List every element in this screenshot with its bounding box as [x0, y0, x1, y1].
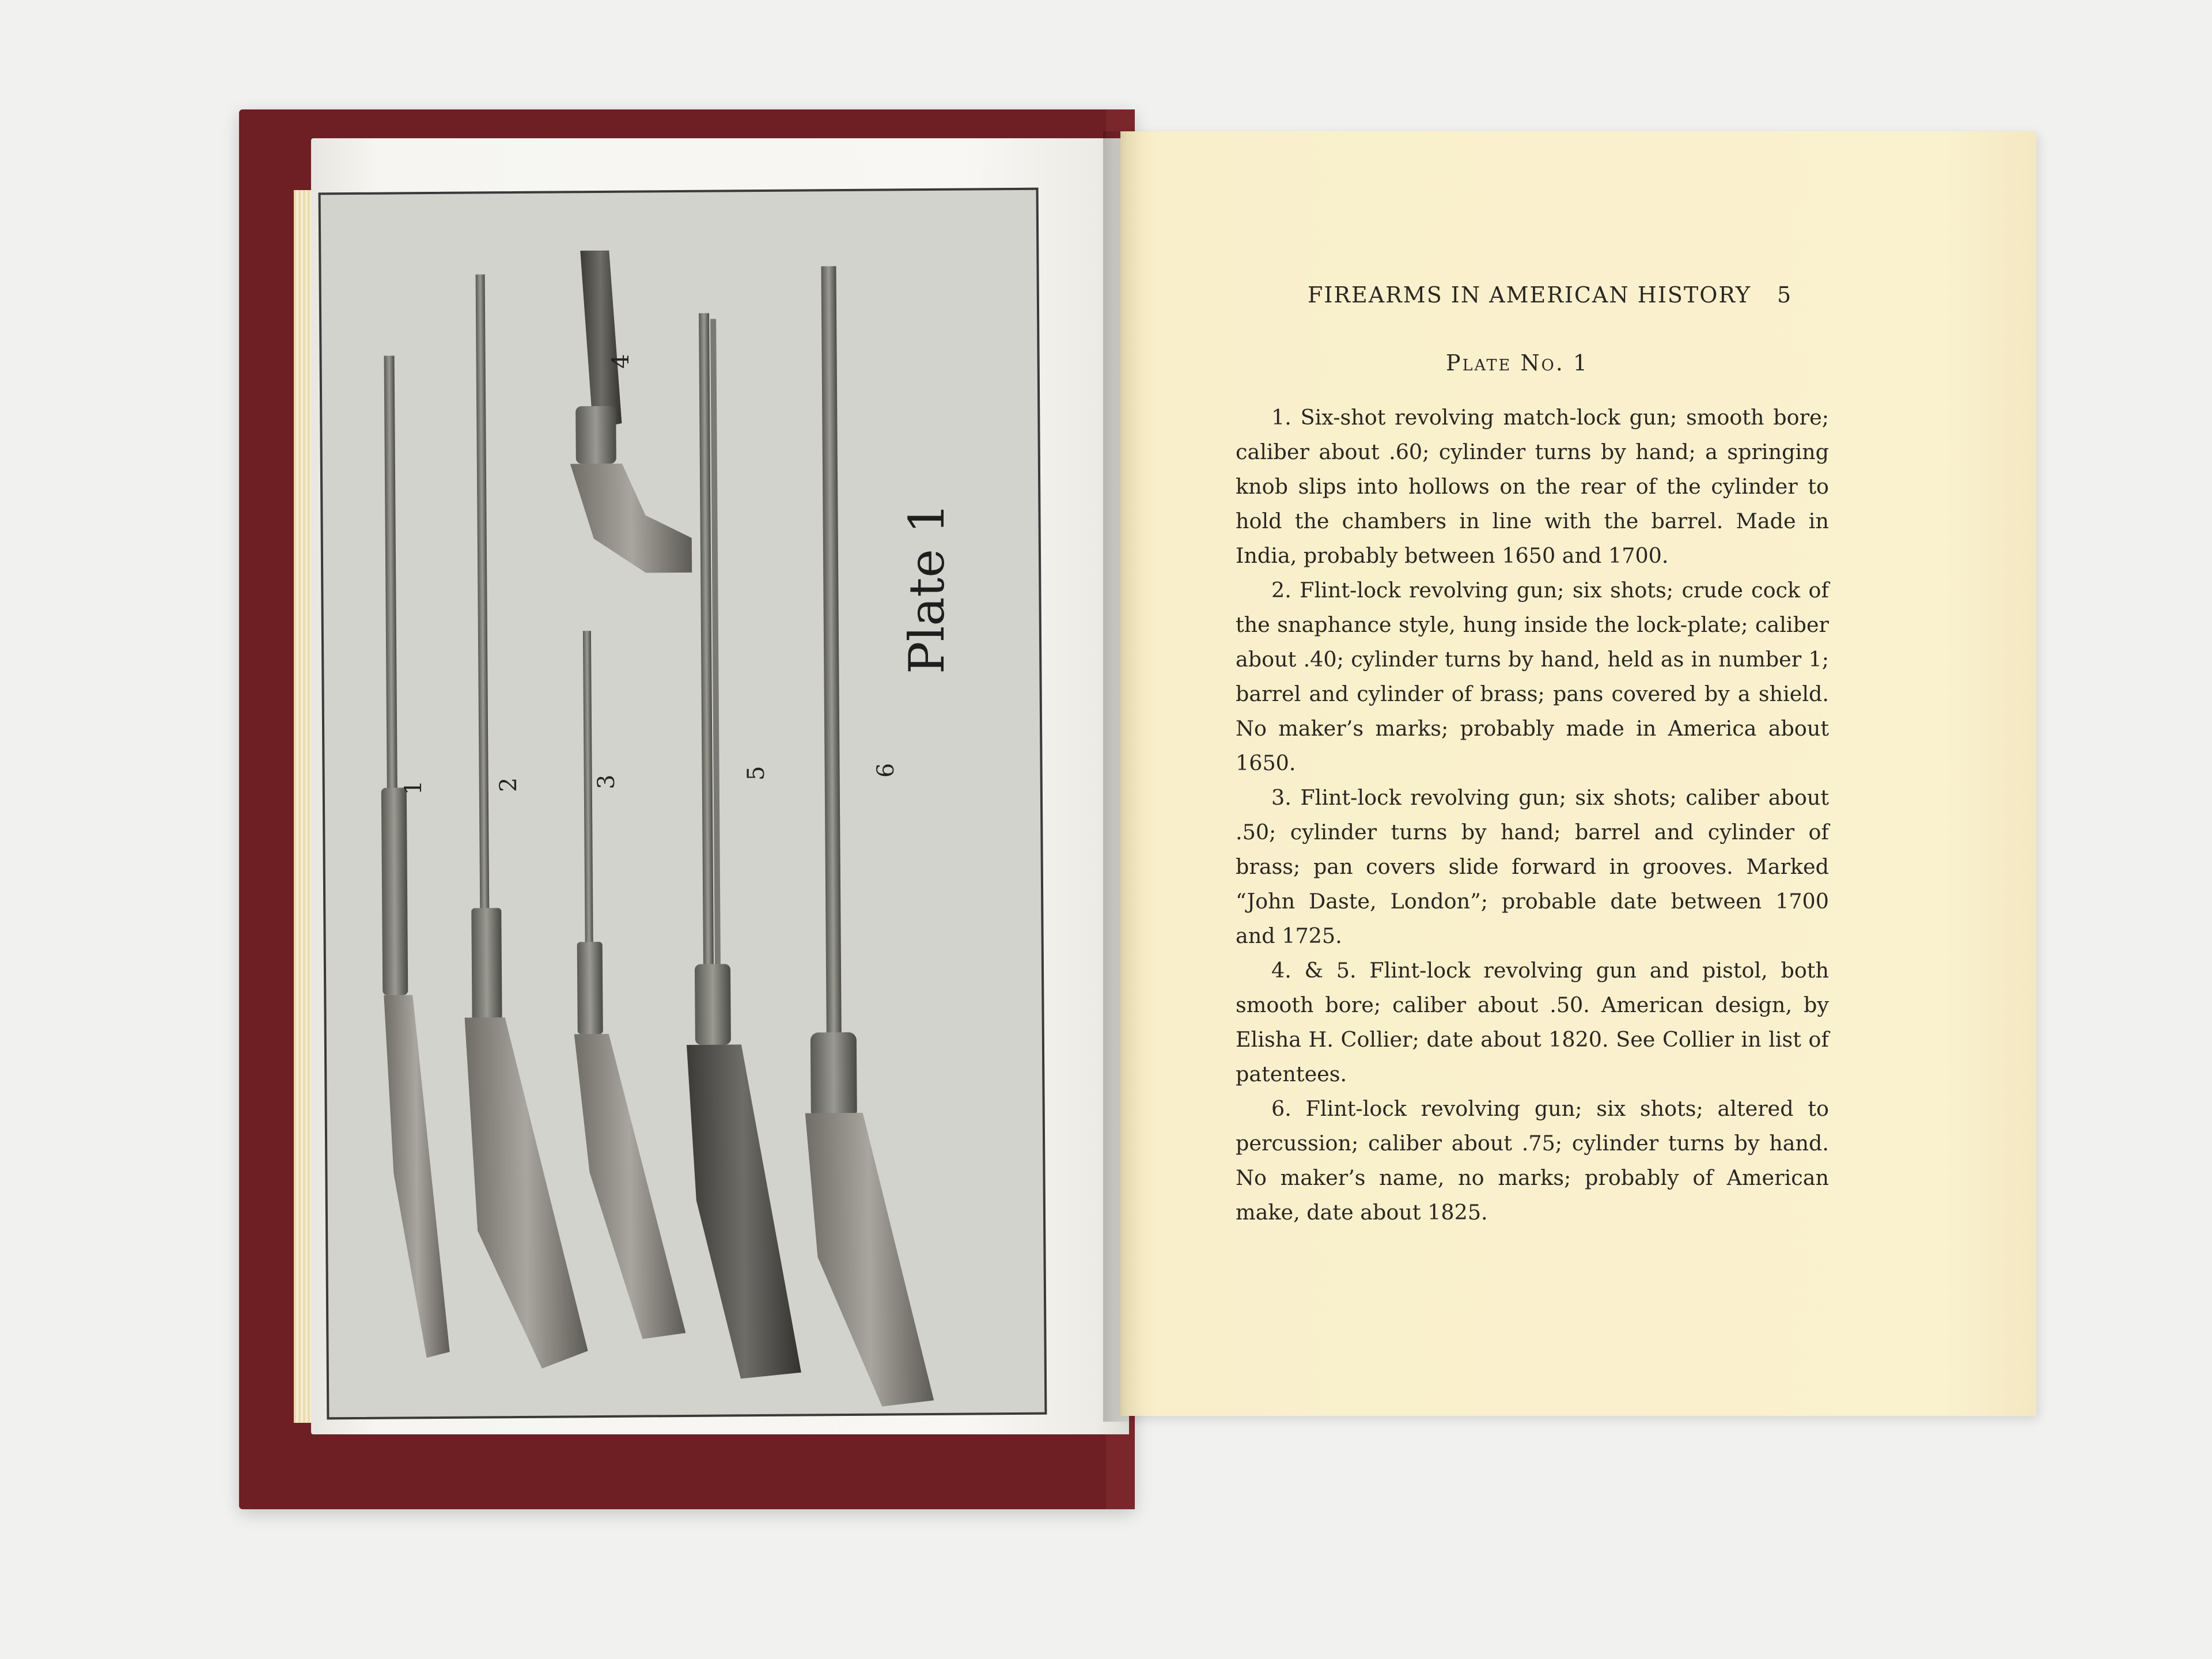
gun-number-5: 5 — [743, 766, 770, 781]
entry-1: 1. Six-shot revolving match-lock gun; smooth bore; caliber about .60; cylinder turns by hand; a springing knob slips into hollows on the rear of the cylinder to hold the chambers in line with the barrel. Made in India, probably between 1650 and 1700. — [1236, 405, 1829, 568]
entry-4-5: 4. & 5. Flint-lock revolving gun and pistol, both smooth bore; caliber about .50. American design, by Elisha H. Collier; date about 1820. See Collier in list of patentees. — [1236, 958, 1829, 1086]
entry-3: 3. Flint-lock revolving gun; six shots; caliber about .50; cylinder turns by hand; barrel and cylinder of brass; pan covers slide forward in grooves. Marked “John Daste, London”; probable date between 1700 and 1725. — [1236, 785, 1829, 948]
plate-title: Plate 1 — [899, 502, 955, 674]
entry-2: 2. Flint-lock revolving gun; six shots; crude cock of the snaphance style, hung inside the lock-plate; caliber about .40; cylinder turns by hand, held as in number 1; barrel and cylinder of brass; pans covered by a shield. No maker’s marks; probably made in America about 1650. — [1236, 578, 1829, 775]
page-number: 5 — [1777, 282, 1791, 308]
running-head: FIREARMS IN AMERICAN HISTORY — [1308, 282, 1751, 308]
plate-descriptions — [1236, 400, 1829, 1230]
gun-number-3: 3 — [593, 774, 620, 789]
gun-1 — [378, 355, 450, 1358]
firearms-photo — [321, 190, 1045, 1418]
gun-number-1: 1 — [400, 780, 427, 795]
pistol-4 — [569, 250, 692, 573]
gun-2 — [460, 274, 588, 1369]
plate-illustration — [319, 188, 1047, 1420]
plate-heading: Plate No. 1 — [1446, 350, 1589, 376]
gun-6 — [799, 266, 934, 1407]
gun-number-6: 6 — [873, 763, 899, 778]
gun-5 — [681, 313, 801, 1379]
gun-3 — [571, 630, 686, 1339]
gun-number-2: 2 — [495, 777, 522, 792]
book-gutter — [1103, 131, 1143, 1422]
gun-number-4: 4 — [608, 354, 634, 369]
entry-6: 6. Flint-lock revolving gun; six shots; altered to percussion; caliber about .75; cylinder turns by hand. No maker’s name, no marks; probably of American make, date about 1825. — [1236, 1096, 1829, 1225]
